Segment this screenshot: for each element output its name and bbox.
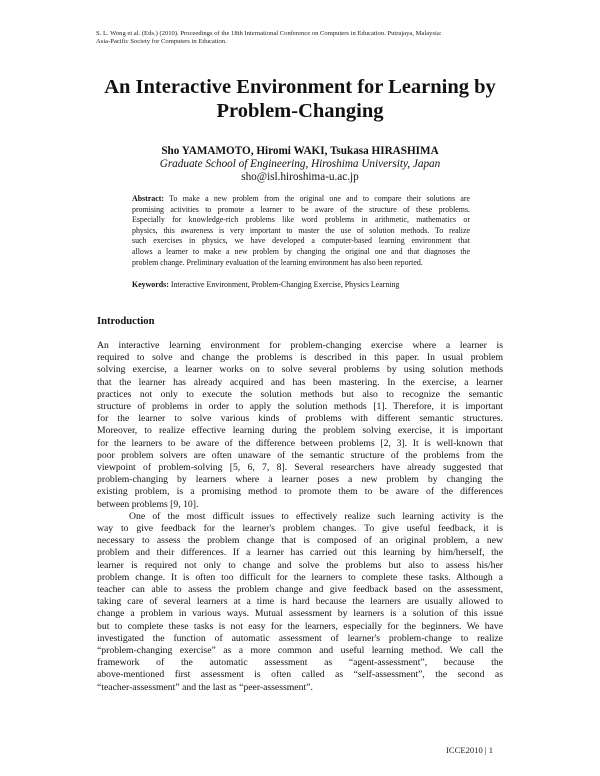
body-line: structure of problems in order to apply the solution methods [1]. Therefore, it is important <box>97 401 503 413</box>
abstract-line: promising activities to promote a learner to be aware of the structure of these problems. <box>132 204 470 214</box>
body-line: change a problem in various ways. Mutual assessment by learners is a solution of this issue <box>97 608 503 620</box>
title-line: An Interactive Environment for Learning by <box>104 76 496 98</box>
body-line: for the learners to be aware of the difference between problems [2, 3]. It is well-known that <box>97 437 503 449</box>
body-line: “teacher-assessment” and the last as “peer-assessment”. <box>97 681 313 693</box>
body-line: necessary to assess the problem change that is composed of an original problem, a new <box>97 535 503 547</box>
body-line: but to complete these tasks is not easy for the learners, especially for the beginners. We have <box>97 620 503 632</box>
body-line: problem change. It is often too difficult for the learners to complete these tasks. Although a <box>97 571 503 583</box>
body-line: teacher can able to assess the problem change and give feedback based on the assessment, <box>97 584 503 596</box>
body-line: way to give feedback for the learner's problem changes. To give useful feedback, it is <box>97 523 503 535</box>
title-line: Problem-Changing <box>216 100 384 122</box>
abstract-line: physics, this awareness is very important to master the use of solution methods. To realize <box>132 225 470 235</box>
body-line: viewpoint of problem-solving [5, 6, 7, 8]. Several researchers have already suggested that <box>97 462 503 474</box>
abstract <box>132 194 470 268</box>
header-line: S. L. Wong et al. (Eds.) (2010). Proceedings of the 18th International Conference on Computers in Education. Putrajaya, Malaysia: <box>96 30 442 37</box>
body-line: required to solve and change the problems is described in this paper. In usual problem <box>97 352 503 364</box>
abstract-line: To make a new problem from the original one and to compare their solutions are <box>169 194 470 203</box>
paper-title <box>60 75 540 123</box>
body-line: between problems [9, 10]. <box>97 498 199 510</box>
body-line: above-mentioned first assessment is often called as “self-assessment”, the second as <box>97 669 503 681</box>
page-footer: ICCE2010 | 1 <box>446 745 494 755</box>
body-line: for the learner to solve various kinds of problems with different semantic structures. <box>97 413 503 425</box>
keywords-label: Keywords: <box>132 280 169 289</box>
body-line: problem-changing by learners where a learner poses a new problem by changing the <box>97 474 503 486</box>
body-line: problem and their differences. If a learner has carried out this learning by him/herself, the <box>97 547 503 559</box>
body-line: “problem-changing exercise” as a more common and useful learning method. We call the <box>97 645 503 657</box>
body-line: existing problem, is a promising method to promote them to be aware of the differences <box>97 486 503 498</box>
body-line: taking care of several learners at a time is hard because the learners are usually allowed to <box>97 596 503 608</box>
section-heading: Introduction <box>97 316 155 327</box>
abstract-line: problem change. Preliminary evaluation of the learning environment has also been reported. <box>132 257 423 267</box>
body-line: practices not only to execute the solution methods but also to recognize the semantic <box>97 388 503 400</box>
abstract-line: Especially for knowledge-rich problems like word problems in arithmetic, mathematics or <box>132 215 470 225</box>
body-line: An interactive learning environment for problem-changing exercise where a learner is <box>97 340 503 351</box>
affiliation: Graduate School of Engineering, Hiroshima University, Japan <box>159 158 441 170</box>
body-line: solving exercise, a learner works on to solve several problems by using solution methods <box>97 364 503 376</box>
body-line: that the learner has already acquired and has been mastering. In the exercise, a learner <box>97 376 503 388</box>
running-header <box>96 30 516 47</box>
keywords-text: Interactive Environment, Problem-Changing Exercise, Physics Learning <box>170 280 400 289</box>
author-list: Sho YAMAMOTO, Hiromi WAKI, Tsukasa HIRASHIMA <box>161 145 439 157</box>
author-email: sho@isl.hiroshima-u.ac.jp <box>241 171 359 183</box>
body-line: framework of the automatic assessment as “agent-assessment”, because the <box>97 657 503 669</box>
body-line: Moreover, to realize effective learning during the problem solving exercise, it is important <box>97 425 503 437</box>
body-line: poor problem solvers are often unaware of the semantic structure of the problems from the <box>97 449 503 461</box>
keywords <box>132 280 470 290</box>
body-line: investigated the function of automatic assessment of learner's problem-change to realize <box>97 632 503 644</box>
body-line: learner is required not only to change and solve the problems but also to assess his/her <box>97 559 503 571</box>
body-text <box>97 340 503 694</box>
header-line: Asia-Pacific Society for Computers in Education. <box>96 38 227 46</box>
body-line: One of the most difficult issues to effectively realize such learning activity is the <box>129 510 503 522</box>
abstract-label: Abstract: <box>132 194 164 203</box>
abstract-line: such exercises in physics, we have developed a computer-based learning environment that <box>132 236 470 246</box>
abstract-line: allows a learner to make a new problem by changing the original one and that diagnoses the <box>132 246 470 256</box>
